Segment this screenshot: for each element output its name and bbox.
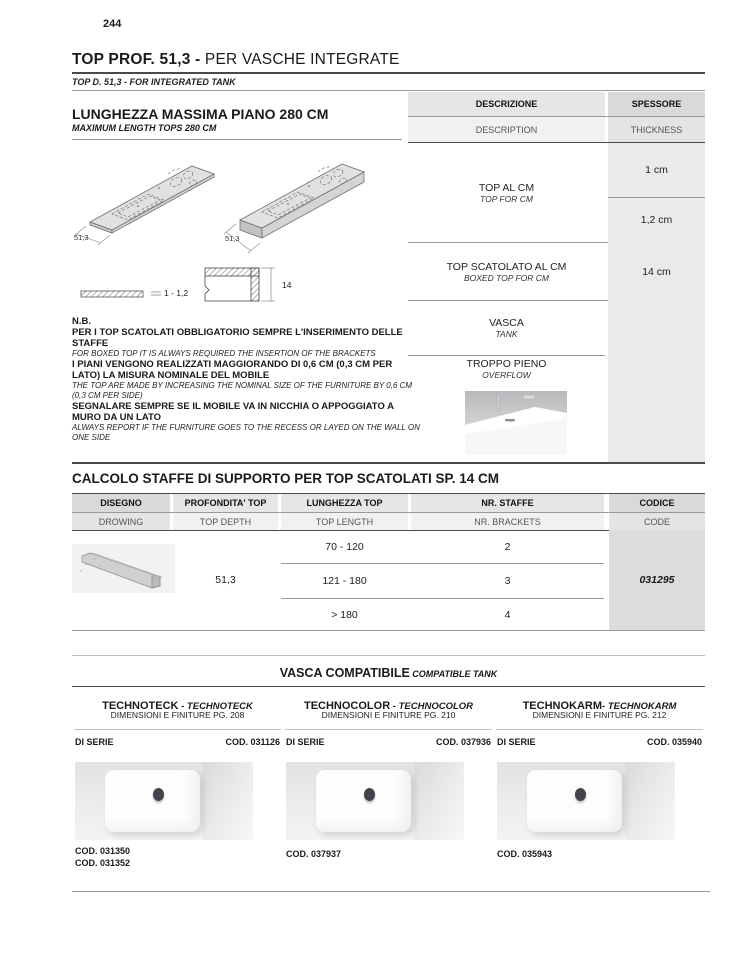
- compat-heading-rule: [72, 686, 705, 687]
- value-14cm: [608, 243, 705, 300]
- header-label-en: DROWING: [98, 516, 144, 527]
- title-rule: [72, 72, 705, 74]
- brackets-header-top-length: [281, 513, 408, 530]
- left-section-rule: [72, 139, 402, 140]
- desc-table-header-thickness: [608, 117, 705, 142]
- product-code: COD. 031350: [75, 846, 131, 856]
- header-label-en: CODE: [643, 516, 670, 527]
- page-number: 244: [103, 18, 122, 30]
- nb-item-it: SEGNALARE SEMPRE SE IL MOBILE VA IN NICCHIA O APPOGGIATO A MURO DA UN LATO: [72, 401, 394, 423]
- brackets-length-3: [281, 599, 408, 630]
- header-label: CODICE: [639, 498, 675, 508]
- series-code: COD. 035940: [646, 737, 702, 747]
- product-codes: [286, 848, 341, 860]
- product-name-en: - TECHNOCOLOR: [390, 701, 474, 712]
- compat-heading-en: COMPATIBLE TANK: [409, 669, 498, 679]
- header-spessore-label: SPESSORE: [631, 99, 682, 109]
- profile-thin: [81, 291, 161, 297]
- brackets-length-1: [281, 530, 408, 563]
- brackets-depth-cell: [173, 530, 278, 630]
- thickness-profiles-illustration: [75, 262, 315, 310]
- sink-photo-technocolor: [286, 762, 464, 840]
- brackets-table-heading: CALCOLO STAFFE DI SUPPORTO PER TOP SCATOLATI SP. 14 CM: [72, 471, 500, 486]
- desc-table-header-description: [408, 117, 605, 142]
- brackets-header-nr-brackets: [411, 513, 604, 530]
- product-rule: [74, 729, 281, 730]
- nb-item-it: PER I TOP SCATOLATI OBBLIGATORIO SEMPRE L'INSERIMENTO DELLE STAFFE: [72, 327, 403, 349]
- thickness-value: 1 cm: [645, 164, 668, 176]
- row-label-it: TOP SCATOLATO AL CM: [446, 260, 567, 273]
- header-label-en: TOP LENGTH: [315, 516, 374, 527]
- row-label-it: TROPPO PIENO: [466, 358, 547, 370]
- product-code: COD. 035943: [497, 849, 553, 859]
- product-name-en: - TECHNOTECK: [178, 701, 253, 712]
- overflow-slot: [505, 419, 515, 421]
- brackets-header-codice: [609, 494, 705, 512]
- row-label-it: VASCA: [489, 317, 524, 329]
- left-section-subheading: MAXIMUM LENGTH TOPS 280 CM: [72, 123, 217, 133]
- product-rule: [496, 729, 703, 730]
- product-code: COD. 037937: [286, 849, 342, 859]
- product-name-it: TECHNOTECK: [102, 700, 179, 712]
- compat-heading: [72, 664, 705, 682]
- value-1cm: [608, 143, 705, 197]
- compat-top-rule: [72, 655, 705, 656]
- desc-row-top-scatolato: [408, 243, 605, 300]
- header-label-en: TOP DEPTH: [199, 516, 252, 527]
- header-description-label: DESCRIPTION: [475, 124, 538, 135]
- brackets-header-profondita: [173, 494, 278, 512]
- series-code: COD. 031126: [225, 737, 280, 747]
- page-title-regular: PER VASCHE INTEGRATE: [204, 51, 400, 68]
- row-label-en: TANK: [495, 329, 518, 339]
- header-label-en: NR. BRACKETS: [474, 516, 541, 527]
- brackets-count-3: [411, 599, 604, 630]
- nb-item-en: THE TOP ARE MADE BY INCREASING THE NOMINAL SIZE OF THE FURNITURE BY 0,6 CM (0,3 CM PER SIDE): [72, 381, 413, 400]
- length-value: > 180: [331, 608, 358, 621]
- header-label: NR. STAFFE: [481, 498, 534, 508]
- compat-heading-it: VASCA COMPATIBILE: [279, 666, 410, 680]
- sink-counter: [203, 762, 253, 840]
- nb-title: N.B.: [72, 316, 91, 327]
- series-label: DI SERIE: [497, 737, 536, 747]
- page-bottom-rule: [72, 891, 710, 892]
- page-subtitle: TOP D. 51,3 - FOR INTEGRATED TANK: [72, 77, 236, 87]
- page-title: [72, 51, 400, 69]
- count-value: 3: [504, 575, 511, 587]
- dim-label-thin: 51,3: [74, 233, 89, 242]
- brackets-header-disegno: [72, 494, 170, 512]
- top-drawing-thin: [74, 166, 214, 245]
- brackets-header-top-depth: [173, 513, 278, 530]
- product-name-en: - TECHNOKARM: [602, 701, 677, 712]
- series-row: [283, 737, 494, 747]
- sink-photo-technokarm: [497, 762, 675, 840]
- series-label: DI SERIE: [75, 737, 114, 747]
- brackets-length-2: [281, 564, 408, 598]
- desc-row-top-al-cm: [408, 143, 605, 242]
- nb-item-it: I PIANI VENGONO REALIZZATI MAGGIORANDO DI 0,6 CM (0,3 CM PER LATO) LA MISURA NOMINALE DEL MOBILE: [72, 359, 393, 381]
- brackets-header-staffe: [411, 494, 604, 512]
- product-dims: DIMENSIONI E FINITURE PG. 212: [532, 710, 667, 720]
- product-codes: [497, 848, 552, 860]
- sink-counter: [414, 762, 464, 840]
- header-descrizione-label: DESCRIZIONE: [475, 99, 538, 109]
- overflow-photo: [465, 391, 567, 455]
- row-label-it: TOP AL CM: [478, 181, 535, 194]
- left-section-heading: LUNGHEZZA MASSIMA PIANO 280 CM: [72, 106, 329, 122]
- row-label-en: TOP FOR CM: [480, 193, 533, 204]
- product-name-it: TECHNOKARM: [522, 700, 603, 712]
- product-name-it: TECHNOCOLOR: [303, 700, 391, 712]
- desc-row-troppo-pieno: [408, 358, 605, 388]
- sink-counter: [625, 762, 675, 840]
- thickness-label-boxed: 14: [282, 280, 292, 290]
- section-divider-rule: [72, 462, 705, 464]
- brackets-count-1: [411, 530, 604, 563]
- depth-value: 51,3: [215, 574, 236, 586]
- desc-row-vasca: [408, 301, 605, 355]
- top-drawing-boxed: [224, 164, 364, 253]
- desc-table-header-descrizione: [408, 92, 605, 116]
- nb-item-en: ALWAYS REPORT IF THE FURNITURE GOES TO THE RECESS OR LAYED ON THE WALL ON ONE SIDE: [72, 423, 420, 442]
- row-label-en: BOXED TOP FOR CM: [463, 272, 549, 283]
- series-code: COD. 037936: [435, 737, 491, 747]
- product-rule: [285, 729, 492, 730]
- brackets-count-2: [411, 564, 604, 598]
- desc-row-divider: [408, 355, 605, 356]
- header-label: DISEGNO: [100, 498, 142, 508]
- product-dims: DIMENSIONI E FINITURE PG. 208: [110, 710, 245, 720]
- brackets-table-bottom-rule: [72, 630, 705, 631]
- sink-basin: [105, 770, 199, 832]
- length-value: 70 - 120: [325, 540, 364, 553]
- dim-label-boxed: 51,3: [225, 234, 240, 243]
- subtitle-rule: [72, 90, 705, 91]
- product-code: COD. 031352: [75, 858, 131, 868]
- header-thickness-label: THICKNESS: [630, 124, 683, 135]
- sink-basin: [316, 770, 410, 832]
- count-value: 2: [504, 540, 511, 553]
- page-title-bold: TOP PROF. 51,3 -: [72, 51, 205, 68]
- nb-notes: [72, 316, 422, 443]
- header-label: LUNGHEZZA TOP: [306, 498, 383, 508]
- product-dims: DIMENSIONI E FINITURE PG. 210: [321, 710, 456, 720]
- brackets-code-cell: [609, 530, 705, 630]
- thickness-label-thin: 1 - 1,2: [164, 288, 189, 298]
- series-row: [494, 737, 705, 747]
- brackets-header-drowing: [72, 513, 170, 530]
- thickness-value: 1,2 cm: [640, 214, 673, 226]
- length-value: 121 - 180: [322, 575, 367, 587]
- bracket-drawing: [72, 544, 175, 593]
- series-label: DI SERIE: [286, 737, 325, 747]
- brackets-header-code: [609, 513, 705, 530]
- row-label-en: OVERFLOW: [482, 370, 531, 380]
- brackets-header-lunghezza: [281, 494, 408, 512]
- thickness-value: 14 cm: [642, 265, 671, 278]
- profile-boxed: [205, 268, 275, 301]
- sink-photo-technoteck: [75, 762, 253, 840]
- code-value: 031295: [639, 574, 675, 586]
- nb-item-en: FOR BOXED TOP IT IS ALWAYS REQUIRED THE INSERTION OF THE BRACKETS: [72, 349, 376, 358]
- count-value: 4: [504, 608, 511, 621]
- header-label: PROFONDITA' TOP: [184, 498, 267, 508]
- sink-basin: [527, 770, 621, 832]
- series-row: [72, 737, 283, 747]
- value-1-2cm: [608, 198, 705, 242]
- desc-table-header-spessore: [608, 92, 705, 116]
- product-codes: [75, 845, 130, 869]
